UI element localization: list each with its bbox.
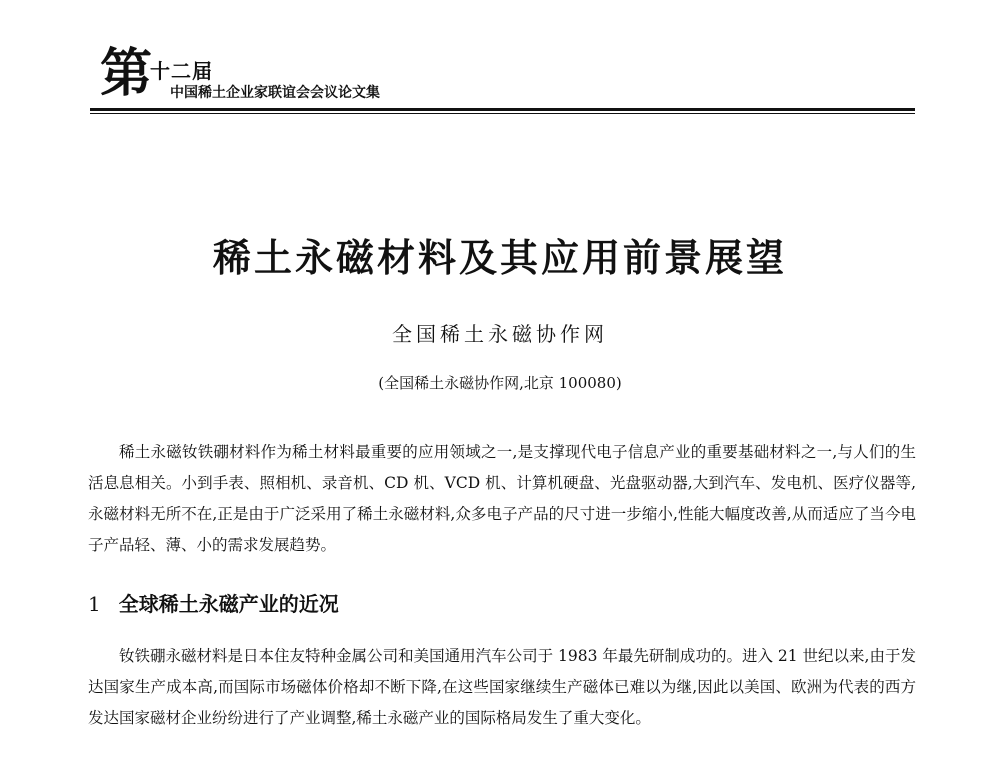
paragraph-section-1: 钕铁硼永磁材料是日本住友特种金属公司和美国通用汽车公司于 1983 年最先研制成功的。进入 21 世纪以来,由于发达国家生产成本高,而国际市场磁体价格却不断下降,在这些国家继续生产磁体已难以为继,因此以美国、欧洲为代表的西方发达国家磁材企业纷纷进行了产业调整,稀土永磁产业的国际格局发生了重大变化。 xyxy=(88,647,916,727)
header-rule-thin xyxy=(90,113,915,114)
article-author: 全国稀土永磁协作网 xyxy=(392,322,608,346)
section-heading xyxy=(88,588,339,617)
proceedings-title: 中国稀土企业家联谊会会议论文集 xyxy=(170,85,380,101)
conference-logo: 第 xyxy=(100,44,153,104)
conference-edition: 十二届 xyxy=(150,59,213,83)
section-title: 全球稀土永磁产业的近况 xyxy=(118,592,339,616)
article-affiliation: (全国稀土永磁协作网,北京 100080) xyxy=(378,374,622,392)
paragraph-intro: 稀土永磁钕铁硼材料作为稀土材料最重要的应用领域之一,是支撑现代电子信息产业的重要基础材料之一,与人们的生活息息相关。小到手表、照相机、录音机、CD 机、VCD 机、计算机硬盘、光盘驱动器,大到汽车、发电机、医疗仪器等,永磁材料无所不在,正是由于广泛采用了稀土永磁材料,众多电子产品的尺寸进一步缩小,性能大幅度改善,从而适应了当今电子产品轻、薄、小的需求发展趋势。 xyxy=(88,443,916,554)
section-number: 1 xyxy=(88,592,101,616)
header-rule-thick xyxy=(90,108,915,111)
article-title: 稀土永磁材料及其应用前景展望 xyxy=(212,236,787,280)
